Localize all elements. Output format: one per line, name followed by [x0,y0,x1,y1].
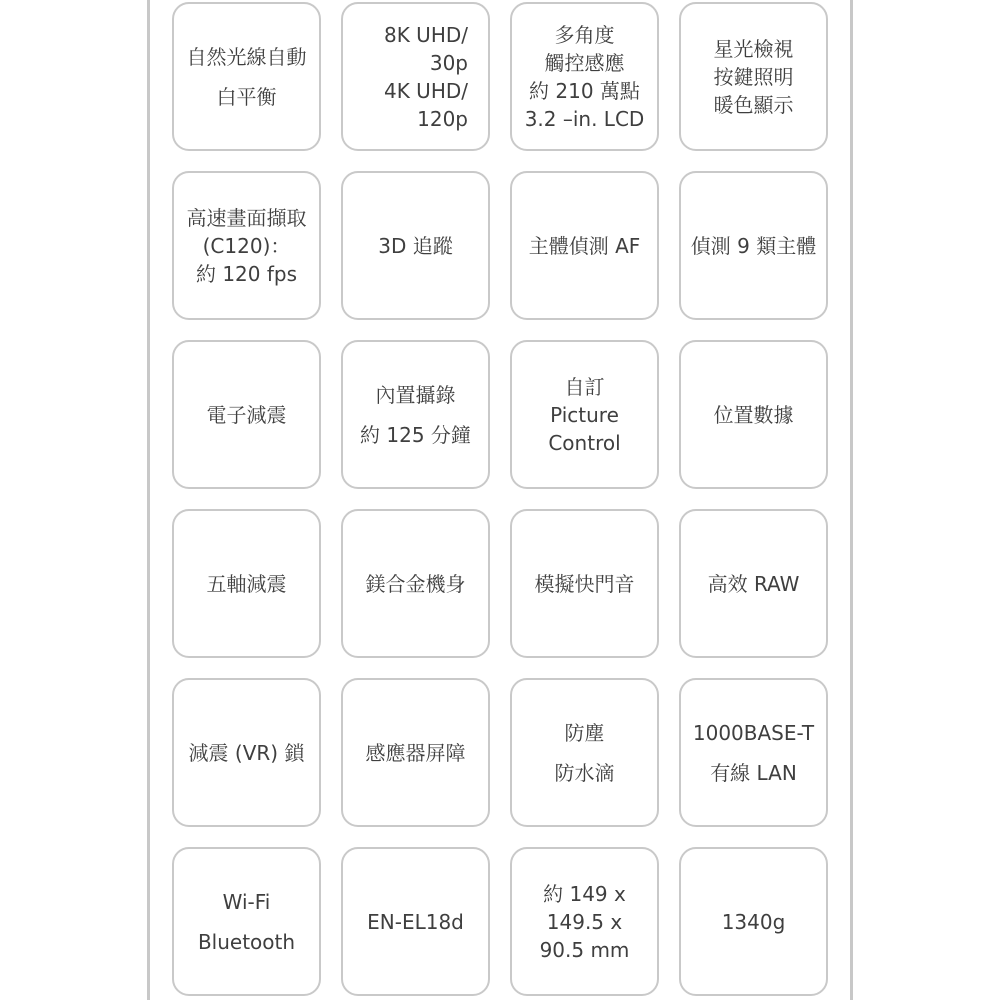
feature-line: 感應器屏障 [365,740,466,765]
feature-tile-battery [341,847,490,996]
feature-tile-nine-subject-types [679,171,828,320]
feature-tile-wired-lan [679,678,828,827]
feature-tile-video-resolution [341,2,490,151]
left-frame-line [147,0,150,1000]
feature-tile-sensor-shield [341,678,490,827]
feature-line: 防塵 [564,720,605,745]
feature-line: 防水滴 [554,760,615,785]
feature-tile-dimensions [510,847,659,996]
feature-tile-vr-lock [172,678,321,827]
feature-line: 鎂合金機身 [365,571,466,596]
feature-line: 約 120 fps [195,261,298,286]
feature-line: 90.5 mm [539,937,630,962]
feature-tile-starlight-view [679,2,828,151]
feature-tile-weight [679,847,828,996]
feature-line: 約 125 分鐘 [360,422,471,447]
feature-line: 觸控感應 [544,50,625,75]
feature-line: 有線 LAN [710,760,797,785]
feature-line: 內置攝錄 [375,382,456,407]
feature-line: 4K UHD/ [383,78,468,103]
feature-line: Picture [550,402,619,427]
feature-line: 30p [429,50,468,75]
feature-line: 149.5 x [546,909,623,934]
feature-line: EN-EL18d [367,909,464,934]
feature-line: 1000BASE-T [692,720,815,745]
feature-line: Control [548,430,621,455]
feature-tile-location-data [679,340,828,489]
feature-line: 多角度 [554,22,615,47]
feature-tile-wireless [172,847,321,996]
feature-line: Bluetooth [197,929,296,954]
feature-line: 高效 RAW [707,571,800,596]
feature-tile-touch-lcd [510,2,659,151]
feature-line: 約 210 萬點 [529,78,640,103]
feature-tile-high-efficiency-raw [679,509,828,658]
feature-line: 1340g [721,909,786,934]
feature-line: 偵測 9 類主體 [690,233,817,258]
feature-tile-internal-recording [341,340,490,489]
feature-tile-magnesium-body [341,509,490,658]
feature-tile-natural-light-auto-wb [172,2,321,151]
feature-line: 8K UHD/ [383,22,468,47]
feature-line: 120p [417,106,468,131]
feature-tile-high-speed-capture [172,171,321,320]
feature-tile-custom-picture-control [510,340,659,489]
feature-line: 電子減震 [206,402,287,427]
feature-line: 3.2 –in. LCD [524,106,645,131]
feature-tile-3d-tracking [341,171,490,320]
feature-line: Wi-Fi [222,889,271,914]
feature-tile-electronic-vr [172,340,321,489]
feature-line: 按鍵照明 [713,64,794,89]
feature-line: 高速畫面擷取 [186,205,307,230]
feature-line: 3D 追蹤 [378,233,453,258]
feature-tile-subject-detection-af [510,171,659,320]
feature-line: 位置數據 [713,402,794,427]
feature-grid [172,2,830,996]
feature-tile-dust-water-resistant [510,678,659,827]
feature-line: 主體偵測 AF [528,233,641,258]
feature-tile-simulated-shutter-sound [510,509,659,658]
feature-tile-five-axis-vr [172,509,321,658]
feature-line: 白平衡 [216,84,277,109]
feature-line: (C120)： [202,233,291,258]
feature-line: 五軸減震 [206,571,287,596]
feature-line: 暖色顯示 [713,92,794,117]
feature-line: 模擬快門音 [534,571,635,596]
feature-line: 約 149 x [543,881,626,906]
feature-line: 自然光線自動 [186,44,307,69]
right-frame-line [850,0,853,1000]
feature-line: 減震 (VR) 鎖 [188,740,305,765]
feature-line: 自訂 [564,374,605,399]
feature-line: 星光檢視 [713,36,794,61]
